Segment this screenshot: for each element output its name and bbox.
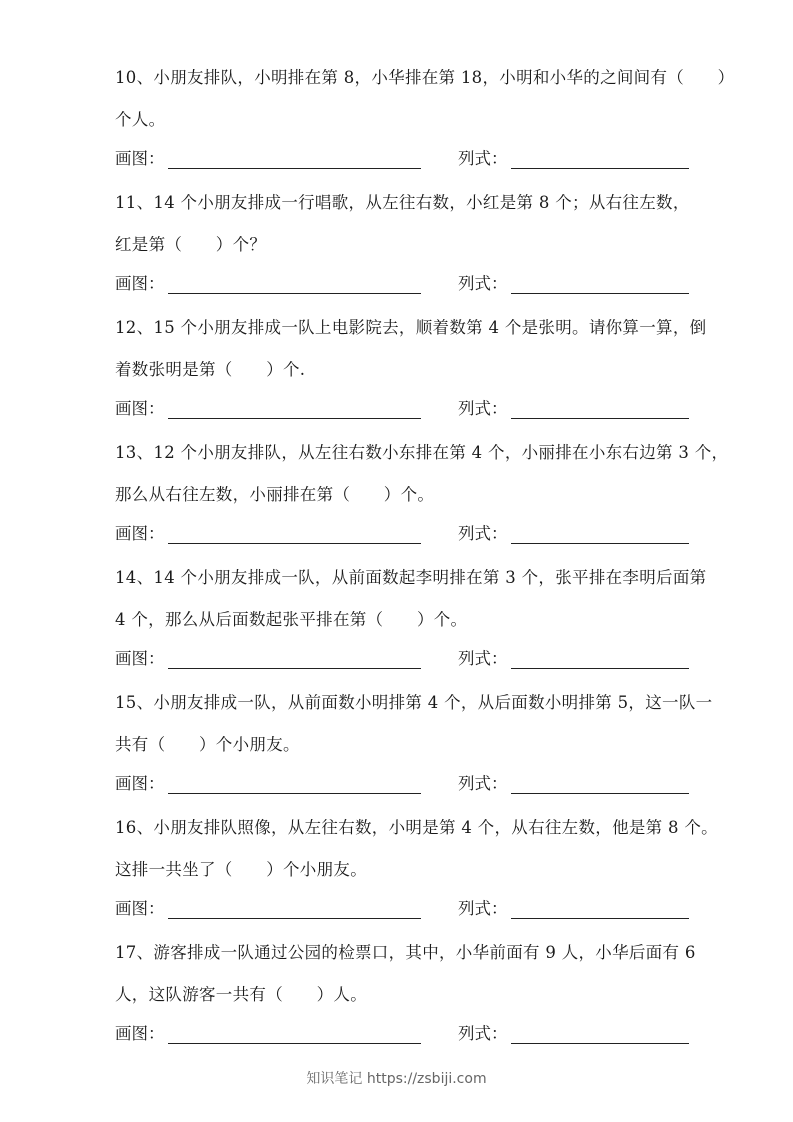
formula-label: 列式： [458, 899, 508, 918]
problem-text-line: 10、小朋友排队，小明排在第 8，小华排在第 18，小明和小华的之间间有（ ） [115, 68, 735, 87]
draw-answer-line[interactable] [168, 543, 421, 544]
draw-label: 画图： [115, 399, 165, 418]
formula-answer-line[interactable] [511, 543, 689, 544]
problem-text-line: 12、15 个小朋友排成一队上电影院去，顺着数第 4 个是张明。请你算一算，倒 [115, 318, 707, 337]
answer-row [115, 391, 765, 421]
draw-label: 画图： [115, 524, 165, 543]
problem-text-line: 共有（ ）个小朋友。 [115, 735, 300, 754]
draw-answer-line[interactable] [168, 418, 421, 419]
problem-17 [115, 932, 765, 1046]
draw-answer-line[interactable] [168, 1043, 421, 1044]
problem-text-line: 16、小朋友排队照像，从左往右数，小明是第 4 个，从右往左数，他是第 8 个。 [115, 818, 718, 837]
answer-row [115, 266, 765, 296]
problem-15 [115, 682, 765, 796]
draw-label: 画图： [115, 149, 165, 168]
problem-13 [115, 432, 765, 546]
formula-answer-line[interactable] [511, 418, 689, 419]
formula-label: 列式： [458, 774, 508, 793]
formula-label: 列式： [458, 524, 508, 543]
formula-label: 列式： [458, 399, 508, 418]
answer-row [115, 766, 765, 796]
formula-answer-line[interactable] [511, 293, 689, 294]
formula-answer-line[interactable] [511, 668, 689, 669]
problem-text-line: 11、14 个小朋友排成一行唱歌，从左往右数，小红是第 8 个；从右往左数， [115, 193, 690, 212]
problem-text-line: 15、小朋友排成一队，从前面数小明排第 4 个，从后面数小明排第 5，这一队一 [115, 693, 713, 712]
problem-text-line: 那么从右往左数，小丽排在第（ ）个。 [115, 485, 435, 504]
formula-label: 列式： [458, 1024, 508, 1043]
problem-12 [115, 307, 765, 421]
problem-16 [115, 807, 765, 921]
problem-text-line: 红是第（ ）个？ [115, 235, 267, 254]
draw-label: 画图： [115, 899, 165, 918]
draw-answer-line[interactable] [168, 168, 421, 169]
draw-label: 画图： [115, 1024, 165, 1043]
answer-row [115, 141, 765, 171]
formula-label: 列式： [458, 274, 508, 293]
draw-label: 画图： [115, 649, 165, 668]
problem-text-line: 4 个，那么从后面数起张平排在第（ ）个。 [115, 610, 468, 629]
formula-label: 列式： [458, 149, 508, 168]
problem-text-line: 这排一共坐了（ ）个小朋友。 [115, 860, 367, 879]
problem-text-line: 人，这队游客一共有（ ）人。 [115, 985, 367, 1004]
problem-10 [115, 57, 765, 171]
draw-answer-line[interactable] [168, 918, 421, 919]
draw-answer-line[interactable] [168, 668, 421, 669]
answer-row [115, 516, 765, 546]
formula-answer-line[interactable] [511, 918, 689, 919]
answer-row [115, 641, 765, 671]
formula-answer-line[interactable] [511, 793, 689, 794]
answer-row [115, 891, 765, 921]
problem-text-line: 17、游客排成一队通过公园的检票口，其中，小华前面有 9 人，小华后面有 6 [115, 943, 696, 962]
draw-answer-line[interactable] [168, 793, 421, 794]
formula-answer-line[interactable] [511, 1043, 689, 1044]
problem-text-line: 个人。 [115, 110, 166, 129]
problem-text-line: 14、14 个小朋友排成一队，从前面数起李明排在第 3 个，张平排在李明后面第 [115, 568, 707, 587]
problem-text-line: 着数张明是第（ ）个. [115, 360, 306, 379]
footer-watermark: 知识笔记 https://zsbiji.com [306, 1071, 487, 1087]
draw-answer-line[interactable] [168, 293, 421, 294]
problem-11 [115, 182, 765, 296]
draw-label: 画图： [115, 774, 165, 793]
formula-label: 列式： [458, 649, 508, 668]
answer-row [115, 1016, 765, 1046]
formula-answer-line[interactable] [511, 168, 689, 169]
problem-14 [115, 557, 765, 671]
problem-text-line: 13、12 个小朋友排队，从左往右数小东排在第 4 个，小丽排在小东右边第 3 个， [115, 443, 729, 462]
draw-label: 画图： [115, 274, 165, 293]
